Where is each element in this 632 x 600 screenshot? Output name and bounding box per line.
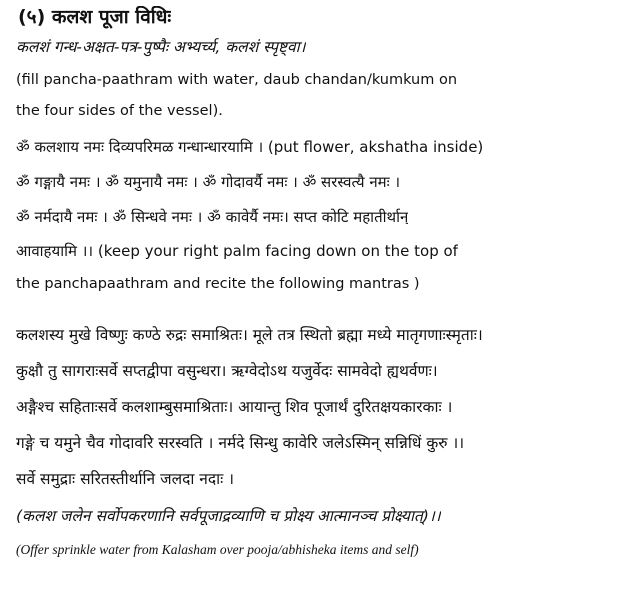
mantra-line: ॐ गङ्गायै नमः । ॐ यमुनायै नमः । ॐ गोदावर्यै नमः । ॐ सरस्वत्यै नमः ।: [16, 173, 401, 191]
section-heading: (५) कलश पूजा विधिः: [18, 6, 172, 28]
mantra-line: ॐ कलशाय नमः दिव्यपरिमळ गन्धान्धारयामि । (put flower, akshatha inside): [16, 138, 484, 156]
instruction-line-sanskrit: कलशं गन्ध-अक्षत-पत्र-पुष्पैः अभ्यर्च्य, कलशं स्पृष्ट्वा।: [16, 38, 306, 56]
shloka-line: सर्वे समुद्राः सरितस्तीर्थानि जलदा नदाः ।: [16, 470, 235, 488]
instruction-note: (Offer sprinkle water from Kalasham over pooja/abhisheka items and self): [16, 542, 419, 557]
mantra-line: ॐ नर्मदायै नमः । ॐ सिन्धवे नमः । ॐ कावेर्यै नमः। सप्त कोटि महातीर्थान्: [16, 208, 409, 226]
instruction-line-english: the panchapaathram and recite the following mantras ): [16, 276, 420, 292]
shloka-line: गङ्गे च यमुने चैव गोदावरि सरस्वति । नर्मदे सिन्धु कावेरि जलेऽस्मिन् सन्निधिं कुरु ।।: [16, 434, 465, 452]
mantra-line: आवाहयामि ।। (keep your right palm facing down on the top of: [16, 242, 458, 260]
instruction-line-sanskrit: (कलश जलेन सर्वोपकरणानि सर्वपूजाद्रव्याणि च प्रोक्ष्य आत्मानञ्च प्रोक्ष्यात्)।।: [16, 507, 441, 525]
shloka-line: कलशस्य मुखे विष्णुः कण्ठे रुद्रः समाश्रितः। मूले तत्र स्थितो ब्रह्मा मध्ये मातृगणाःस्मृताः।: [16, 326, 483, 344]
instruction-line-english: (fill pancha-paathram with water, daub chandan/kumkum on: [16, 72, 458, 88]
shloka-line: अङ्गैश्च सहिताःसर्वे कलशाम्बुसमाश्रिताः। आयान्तु शिव पूजार्थं दुरितक्षयकारकाः ।: [16, 398, 453, 416]
instruction-line-english: the four sides of the vessel).: [16, 103, 223, 119]
shloka-line: कुक्षौ तु सागराःसर्वे सप्तद्वीपा वसुन्धरा। ऋग्वेदोऽथ यजुर्वेदः सामवेदो ह्यथर्वणः।: [16, 362, 438, 380]
